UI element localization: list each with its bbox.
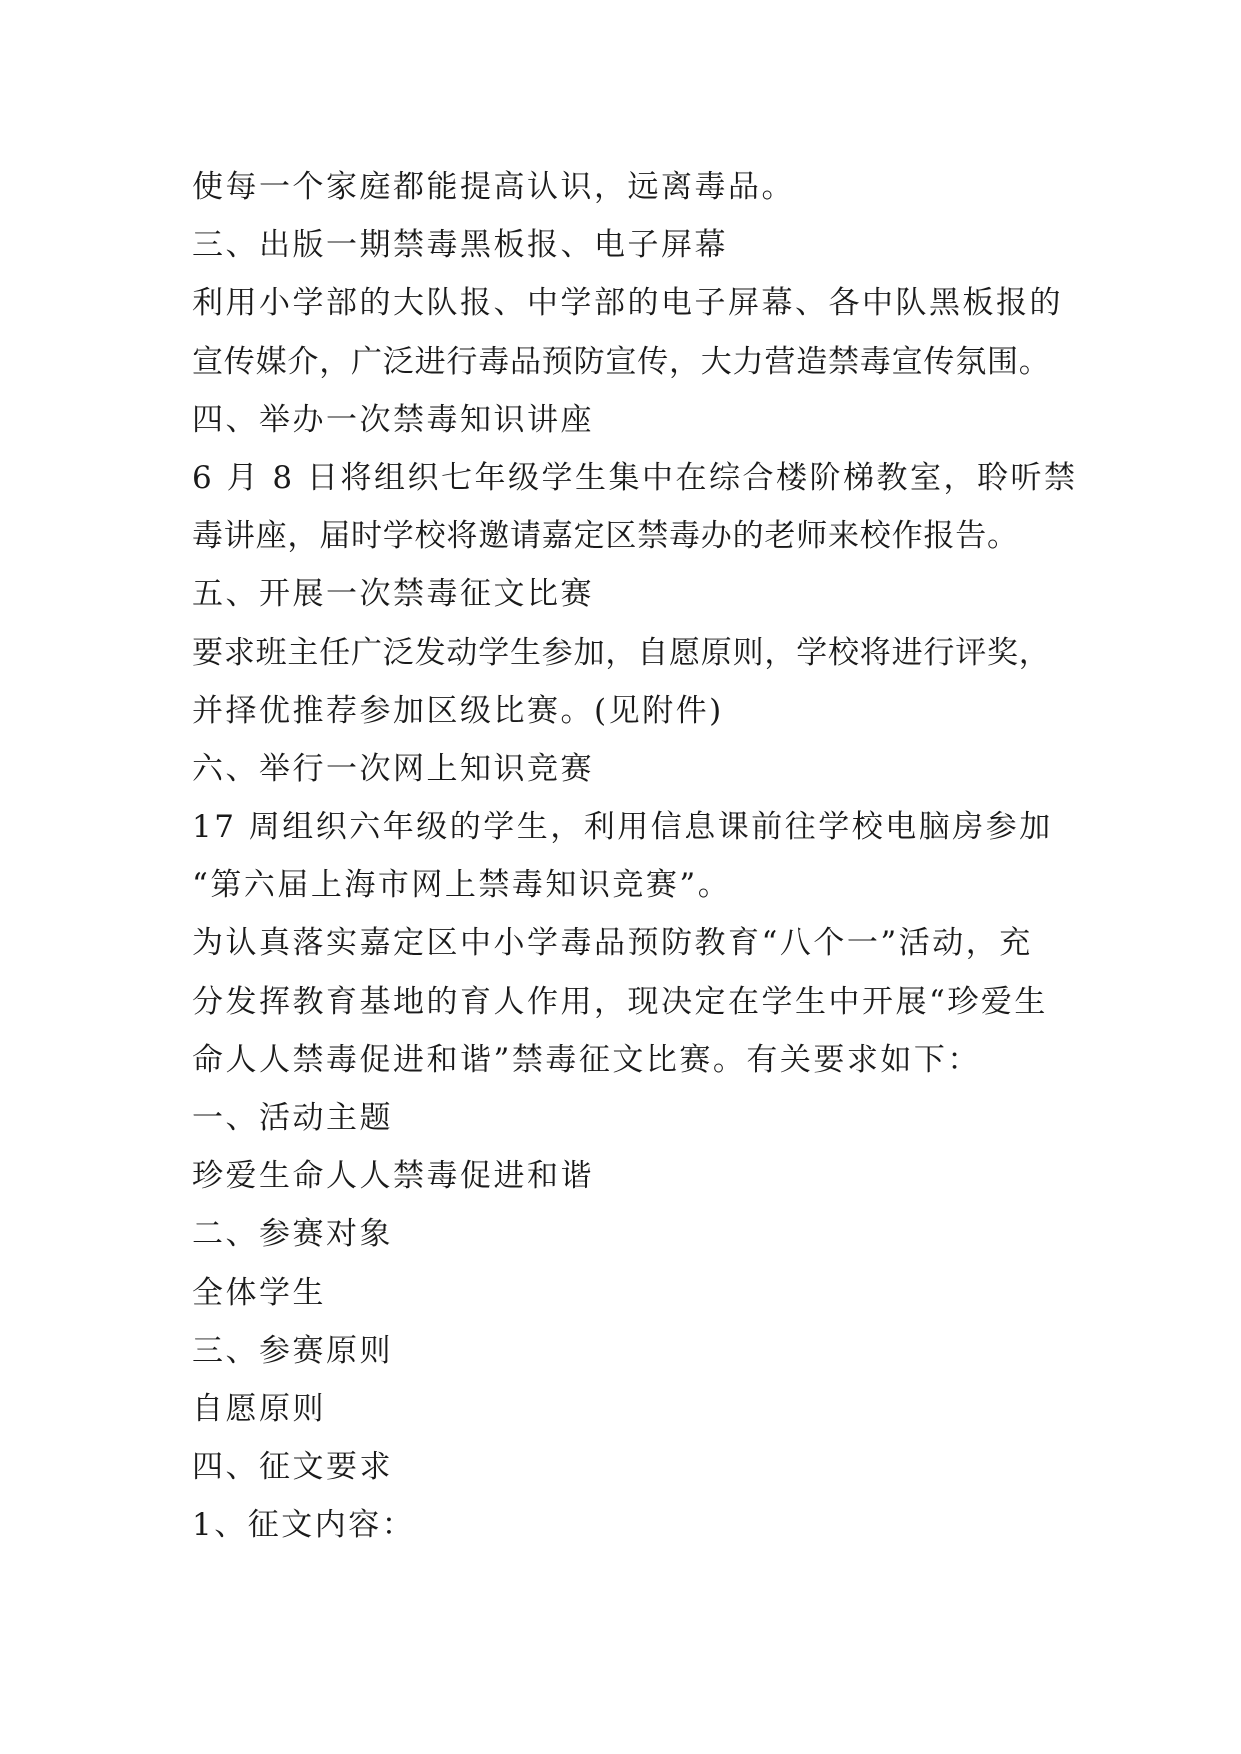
text-line: 利用小学部的大队报、中学部的电子屏幕、各中队黑板报的	[192, 285, 1063, 322]
text-line: 6 月 8 日将组织七年级学生集中在综合楼阶梯教室，聆听禁	[192, 459, 1078, 496]
section-heading: 五、开展一次禁毒征文比赛	[192, 576, 594, 613]
text-line: 分发挥教育基地的育人作用，现决定在学生中开展“珍爱生	[192, 983, 1048, 1020]
text-line: 珍爱生命人人禁毒促进和谐	[192, 1158, 594, 1195]
text-line: 命人人禁毒促进和谐”禁毒征文比赛。有关要求如下：	[192, 1041, 981, 1078]
text-line: 毒讲座，届时学校将邀请嘉定区禁毒办的老师来校作报告。	[192, 518, 1019, 555]
text-line: 1、征文内容：	[192, 1507, 416, 1544]
section-heading: 二、参赛对象	[192, 1216, 393, 1253]
text-line: 为认真落实嘉定区中小学毒品预防教育“八个一”活动，充	[192, 925, 1033, 962]
text-line: 要求班主任广泛发动学生参加，自愿原则，学校将进行评奖，	[192, 634, 1051, 671]
text-line: 17 周组织六年级的学生，利用信息课前往学校电脑房参加	[192, 809, 1053, 846]
text-line: 并择优推荐参加区级比赛。(见附件)	[192, 692, 724, 729]
section-heading: 三、参赛原则	[192, 1332, 393, 1369]
section-heading: 四、举办一次禁毒知识讲座	[192, 401, 594, 438]
text-line: “第六届上海市网上禁毒知识竞赛”。	[192, 867, 732, 904]
text-line: 使每一个家庭都能提高认识，远离毒品。	[192, 169, 795, 205]
section-heading: 四、征文要求	[192, 1449, 393, 1486]
section-heading: 六、举行一次网上知识竞赛	[192, 750, 594, 787]
document-body	[192, 158, 1092, 1555]
section-heading: 三、出版一期禁毒黑板报、电子屏幕	[192, 227, 728, 264]
text-line: 宣传媒介，广泛进行毒品预防宣传，大力营造禁毒宣传氛围。	[192, 343, 1051, 380]
text-line: 自愿原则	[192, 1390, 326, 1427]
section-heading: 一、活动主题	[192, 1100, 393, 1136]
text-line: 全体学生	[192, 1274, 326, 1311]
